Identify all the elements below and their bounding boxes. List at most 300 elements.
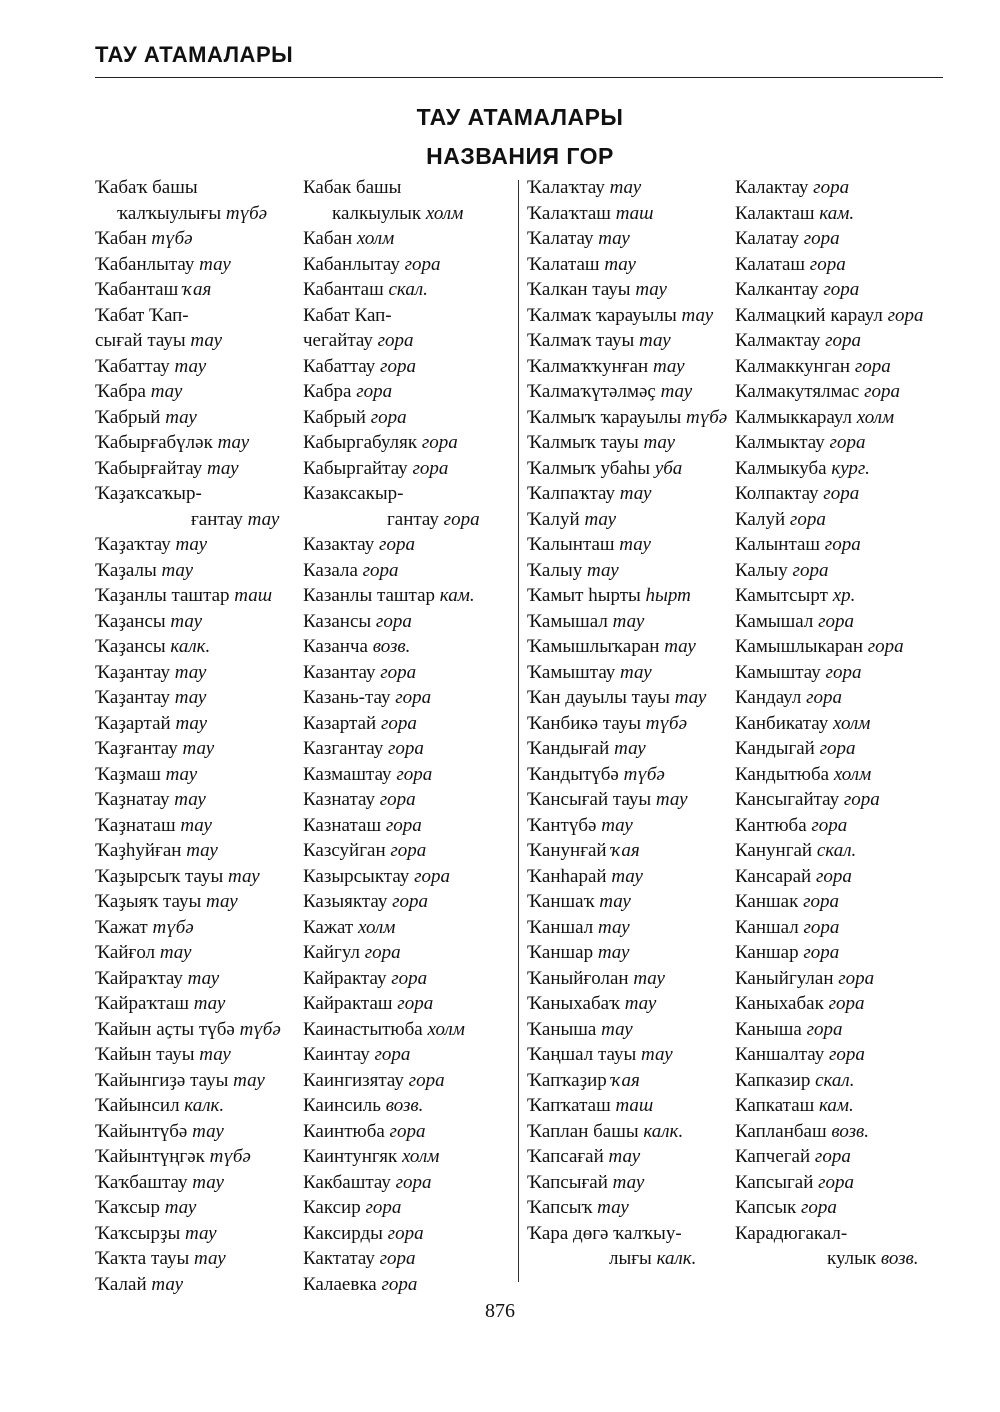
bashkir-term: тау: [639, 330, 671, 351]
entry-row: [527, 303, 952, 329]
bashkir-name-text: Ҡабаттау: [95, 355, 170, 377]
russian-name: [735, 379, 900, 405]
bashkir-term: калк.: [643, 1120, 684, 1142]
russian-name-text: Кабра: [303, 381, 352, 402]
russian-name-text: Кабат Кап-: [303, 304, 392, 326]
russian-name: [735, 609, 854, 635]
entry-row: [95, 736, 500, 762]
russian-name-text: Калмактау: [735, 330, 821, 351]
bashkir-name: [527, 813, 633, 839]
bashkir-name: [95, 1246, 226, 1272]
bashkir-term: тау: [612, 1171, 645, 1193]
bashkir-name-text: Ҡабат Ҡап-: [95, 304, 189, 326]
bashkir-name-text: Ҡаҡсырҙы: [95, 1222, 181, 1244]
russian-name: [303, 328, 414, 354]
russian-name: [303, 838, 426, 864]
russian-name: [735, 762, 871, 788]
russian-term: гора: [404, 253, 441, 275]
russian-name-text: Канбикатау: [735, 712, 829, 734]
bashkir-term: тау: [599, 891, 631, 912]
bashkir-name-text: Ҡандытүбә: [527, 763, 619, 785]
russian-name-text: Калакташ: [735, 202, 815, 224]
russian-name-text: Калмыккараул: [735, 406, 853, 428]
russian-name: [303, 1093, 423, 1119]
russian-name: [735, 940, 839, 966]
bashkir-name: [95, 379, 182, 405]
bashkir-name-text: Ҡапсығай: [527, 1171, 608, 1193]
russian-name: [735, 915, 839, 941]
russian-name-text: Кайракташ: [303, 993, 393, 1014]
bashkir-name: [527, 379, 692, 405]
entry-row: [527, 328, 952, 354]
entry-row: [95, 277, 500, 303]
russian-name: [735, 405, 894, 431]
russian-name-text: Каингизятау: [303, 1069, 404, 1091]
bashkir-term: тау: [584, 508, 617, 530]
bashkir-name: [95, 864, 260, 890]
russian-term: гора: [387, 1222, 424, 1244]
russian-name-text: Каншалтау: [735, 1044, 825, 1065]
russian-term: кам.: [819, 202, 855, 224]
russian-name-text: Кансыгайтау: [735, 789, 840, 810]
russian-name: [303, 430, 458, 456]
bashkir-name: [95, 634, 210, 660]
russian-term: гора: [374, 1044, 411, 1065]
russian-term: гора: [392, 891, 429, 912]
russian-term: гора: [443, 508, 480, 530]
entry-row: [95, 354, 500, 380]
bashkir-name-text: Ҡапҡаташ: [527, 1095, 611, 1116]
bashkir-name: [527, 1195, 629, 1221]
bashkir-name-text: Ҡабанлытау: [95, 253, 195, 275]
bashkir-name-text: ғантау: [191, 508, 243, 530]
russian-term: гора: [838, 967, 875, 989]
russian-name-text: Кандыгай: [735, 738, 815, 759]
bashkir-term: тау: [624, 993, 657, 1014]
russian-name: [735, 1119, 869, 1145]
russian-term: возв.: [372, 636, 411, 657]
russian-name-text: Казактау: [303, 534, 375, 555]
bashkir-term: тау: [664, 636, 696, 657]
entry-row: [95, 1042, 500, 1068]
russian-name-text: Камышал: [735, 610, 814, 632]
russian-name: [735, 685, 842, 711]
russian-name: [303, 1119, 425, 1145]
entry-row: [527, 430, 952, 456]
russian-name: [303, 532, 415, 558]
russian-term: гора: [814, 1146, 851, 1167]
russian-name-text: Казань-тау: [303, 687, 391, 708]
bashkir-name: [95, 609, 202, 635]
russian-name: [735, 1042, 865, 1068]
bashkir-name: [95, 1042, 231, 1068]
bashkir-name: [95, 1068, 265, 1094]
russian-name: [735, 558, 828, 584]
bashkir-name: [527, 609, 644, 635]
bashkir-name: [95, 1093, 224, 1119]
russian-name-text: Казантау: [303, 661, 376, 683]
russian-name-text: Какбаштау: [303, 1171, 391, 1193]
russian-term: гора: [823, 279, 860, 300]
russian-name-text: Каныхабак: [735, 993, 824, 1014]
bashkir-name: [95, 430, 249, 456]
bashkir-term: тау: [681, 304, 714, 326]
entry-row: [95, 1093, 500, 1119]
russian-name-text: Кайгул: [303, 942, 360, 963]
russian-name-text: Калыу: [735, 559, 788, 581]
entry-row: [95, 430, 500, 456]
bashkir-term: тау: [194, 1248, 226, 1269]
russian-term: гора: [362, 559, 399, 581]
russian-name: [303, 456, 448, 482]
bashkir-name-text: Ҡаҙалы: [95, 559, 157, 581]
russian-term: гора: [364, 942, 401, 963]
bashkir-name-text: ҡалҡыулығы: [117, 202, 222, 224]
page-number: 876: [485, 1300, 515, 1322]
russian-term: гора: [356, 381, 393, 402]
bashkir-term: тау: [175, 534, 208, 555]
entry-row: [95, 966, 500, 992]
russian-name-text: Калынташ: [735, 534, 821, 555]
bashkir-term: тау: [199, 253, 231, 275]
entry-row: [95, 379, 500, 405]
bashkir-term: түбә: [645, 712, 688, 734]
russian-name-text: Капкаташ: [735, 1095, 815, 1116]
entry-row: [95, 405, 500, 431]
bashkir-name: [95, 685, 206, 711]
bashkir-name: [527, 558, 619, 584]
bashkir-name: [527, 226, 630, 252]
bashkir-name: [527, 966, 665, 992]
russian-name: [303, 558, 399, 584]
bashkir-name-text: Ҡаҙаҡтау: [95, 534, 171, 555]
russian-name-text: калкыулык: [332, 202, 422, 224]
entry-row: [95, 813, 500, 839]
bashkir-term: түбә: [152, 916, 194, 938]
bashkir-term: тау: [598, 916, 630, 938]
russian-name-text: Каныйгулан: [735, 967, 834, 989]
bashkir-term: тау: [174, 355, 207, 377]
bashkir-name-text: Ҡайғол: [95, 942, 156, 963]
russian-name: [735, 303, 923, 329]
entry-row: [527, 838, 952, 864]
bashkir-name-text: Ҡанбикә тауы: [527, 712, 642, 734]
bashkir-name-text: Ҡаҙанлы таштар: [95, 585, 230, 606]
russian-name: [735, 226, 840, 252]
entry-row: [95, 532, 500, 558]
bashkir-name: [527, 991, 656, 1017]
bashkir-name: [95, 660, 206, 686]
russian-name-text: Колпактау: [735, 483, 819, 504]
entry-row: [527, 1119, 952, 1145]
russian-term: гора: [396, 763, 433, 785]
entry-row: [527, 1144, 952, 1170]
entry-row: [527, 252, 952, 278]
bashkir-term: тау: [233, 1069, 265, 1091]
bashkir-name: [95, 354, 206, 380]
russian-name-text: Калактау: [735, 177, 809, 198]
bashkir-name-text: Ҡалай: [95, 1273, 147, 1295]
bashkir-term: тау: [674, 687, 707, 708]
bashkir-name: [527, 711, 687, 737]
entry-row: [95, 1170, 500, 1196]
bashkir-name-text: Ҡалуй: [527, 508, 580, 530]
entry-row: [95, 226, 500, 252]
bashkir-name-text: Ҡаншар: [527, 942, 594, 963]
bashkir-term: таш: [615, 202, 654, 224]
russian-term: гора: [803, 228, 840, 249]
bashkir-name: [527, 354, 685, 380]
entry-row: [527, 379, 952, 405]
russian-name-text: Калаташ: [735, 253, 806, 275]
russian-term: гора: [375, 610, 412, 632]
russian-name-text: Кактатау: [303, 1248, 375, 1269]
bashkir-term: тау: [609, 177, 642, 198]
russian-name-text: Каинсиль: [303, 1095, 381, 1116]
bashkir-name: [527, 1170, 644, 1196]
russian-name-text: Кайрактау: [303, 967, 387, 989]
bashkir-term: тау: [598, 228, 630, 249]
russian-name: [303, 379, 392, 405]
russian-name-text: Карадюгакал-: [735, 1222, 848, 1244]
bashkir-name: [527, 685, 706, 711]
russian-term: гора: [887, 304, 924, 326]
russian-term: гора: [813, 177, 850, 198]
russian-name: [735, 1144, 851, 1170]
russian-name-text: Казгантау: [303, 738, 384, 759]
entry-row: [95, 660, 500, 686]
russian-term: гора: [803, 942, 840, 963]
entry-row: [95, 201, 500, 227]
bashkir-name: [95, 1221, 217, 1247]
bashkir-term: калк.: [184, 1095, 225, 1116]
header-rule: [95, 77, 943, 78]
bashkir-term: тау: [619, 483, 652, 504]
bashkir-name: [95, 940, 191, 966]
russian-term: скал.: [816, 840, 857, 861]
entry-row: [95, 609, 500, 635]
russian-term: холм: [425, 202, 464, 224]
bashkir-name: [527, 660, 652, 686]
bashkir-name: [527, 1068, 640, 1094]
entry-row: [95, 711, 500, 737]
entry-row: [95, 175, 500, 201]
bashkir-term: тау: [614, 738, 646, 759]
bashkir-name: [95, 915, 194, 941]
russian-name-text: Калаевка: [303, 1273, 377, 1295]
bashkir-name-text: Ҡапсыҡ: [527, 1197, 593, 1218]
russian-term: гора: [414, 865, 450, 887]
russian-name-text: Капсыгай: [735, 1171, 814, 1193]
entry-row: [95, 1119, 500, 1145]
entry-row: [95, 991, 500, 1017]
russian-term: холм: [356, 228, 395, 249]
bashkir-term: таш: [234, 585, 273, 606]
russian-term: гора: [806, 687, 842, 708]
bashkir-name-text: Ҡабрый: [95, 406, 161, 428]
entry-row: [95, 940, 500, 966]
russian-term: гора: [789, 508, 826, 530]
entry-row: [95, 252, 500, 278]
russian-name: [303, 1195, 401, 1221]
russian-name: [387, 507, 480, 533]
russian-name: [735, 864, 852, 890]
russian-term: кург.: [831, 457, 870, 479]
bashkir-name: [527, 405, 727, 431]
bashkir-name-text: Ҡажат: [95, 916, 148, 938]
russian-name-text: Камыштау: [735, 661, 821, 683]
bashkir-name-text: Ҡайынсил: [95, 1095, 180, 1116]
bashkir-term: тау: [217, 432, 250, 453]
bashkir-name: [527, 787, 688, 813]
russian-term: гора: [379, 534, 415, 555]
bashkir-term: тау: [608, 1146, 641, 1167]
bashkir-name-text: Ҡабырғайтау: [95, 457, 203, 479]
bashkir-term: калк.: [170, 636, 211, 657]
russian-name-text: Калкантау: [735, 279, 819, 300]
bashkir-term: тау: [161, 559, 194, 581]
entry-row: [527, 583, 952, 609]
bashkir-term: тау: [635, 279, 667, 300]
bashkir-name: [527, 430, 675, 456]
bashkir-term: тау: [184, 1222, 217, 1244]
bashkir-term: тау: [587, 559, 619, 581]
bashkir-name-text: Ҡапсағай: [527, 1146, 604, 1167]
bashkir-term: тау: [641, 1044, 673, 1065]
russian-name-text: Казсуйган: [303, 840, 386, 861]
bashkir-name-text: Ҡалмаҡ ҡарауылы: [527, 304, 677, 326]
bashkir-term: тау: [597, 942, 630, 963]
entry-row: [95, 558, 500, 584]
bashkir-name-text: Ҡаҙансы: [95, 636, 166, 657]
bashkir-name-text: Ҡалатау: [527, 228, 594, 249]
russian-term: возв.: [385, 1095, 424, 1116]
russian-name: [303, 226, 394, 252]
bashkir-name: [95, 1017, 281, 1043]
russian-term: возв.: [831, 1120, 870, 1142]
bashkir-name-text: Ҡанһарай: [527, 865, 607, 887]
bashkir-name: [527, 277, 667, 303]
russian-term: гора: [379, 1248, 416, 1269]
russian-name: [735, 328, 861, 354]
entry-row: [95, 303, 500, 329]
bashkir-name-text: Ҡаҙантау: [95, 661, 170, 683]
russian-name-text: Кабанташ: [303, 279, 384, 300]
russian-term: гора: [806, 1018, 843, 1040]
russian-name-text: Каинтау: [303, 1044, 370, 1065]
russian-name: [303, 354, 416, 380]
bashkir-term: тау: [620, 661, 652, 683]
russian-term: гора: [377, 330, 414, 351]
russian-name: [303, 1246, 416, 1272]
bashkir-name-text: Ҡалмыҡ ҡарауылы: [527, 406, 682, 428]
bashkir-name: [95, 277, 211, 303]
russian-name: [735, 277, 859, 303]
bashkir-name: [527, 1042, 673, 1068]
russian-name: [303, 303, 392, 329]
entry-row: [527, 966, 952, 992]
bashkir-name-text: Ҡабаҡ башы: [95, 177, 198, 198]
bashkir-name-text: Ҡамышлыҡаран: [527, 636, 660, 657]
russian-name: [303, 685, 431, 711]
russian-term: гора: [365, 1197, 402, 1218]
bashkir-term: ҡая: [611, 1069, 640, 1091]
bashkir-name-text: Ҡайраҡтау: [95, 967, 183, 989]
russian-term: гора: [828, 993, 865, 1014]
entry-row: [527, 354, 952, 380]
russian-term: гора: [381, 1273, 418, 1295]
russian-name-text: Кажат: [303, 916, 354, 938]
bashkir-name-text: Ҡаҙыяҡ тауы: [95, 891, 202, 912]
russian-name-text: Кантюба: [735, 814, 807, 836]
entry-row: [527, 864, 952, 890]
bashkir-name-text: Ҡамыштау: [527, 661, 616, 683]
bashkir-name: [527, 1093, 653, 1119]
russian-name-text: Кабаттау: [303, 355, 376, 377]
bashkir-term: тау: [192, 1171, 224, 1193]
bashkir-name: [527, 1144, 640, 1170]
russian-name: [735, 1170, 854, 1196]
bashkir-name-text: Ҡаныхабаҡ: [527, 993, 620, 1014]
russian-term: гора: [825, 330, 861, 351]
bashkir-name: [95, 813, 212, 839]
russian-name: [303, 889, 428, 915]
russian-term: холм: [833, 712, 871, 734]
russian-name-text: Каксир: [303, 1197, 361, 1218]
left-column-list: [95, 175, 500, 1297]
russian-name-text: кулык: [827, 1248, 877, 1269]
russian-name-text: Капказир: [735, 1069, 811, 1091]
russian-term: гора: [811, 814, 848, 836]
russian-term: гора: [803, 891, 839, 912]
bashkir-term: түбә: [225, 202, 268, 224]
russian-name-text: Казмаштау: [303, 763, 392, 785]
bashkir-term: тау: [174, 661, 207, 683]
russian-name-text: чегайтау: [303, 330, 373, 351]
entry-row: [527, 1068, 952, 1094]
russian-term: гора: [823, 483, 860, 504]
bashkir-name-text: Ҡаҙартай: [95, 712, 171, 734]
bashkir-term: тау: [206, 457, 239, 479]
column-divider: [518, 180, 519, 1282]
russian-name-text: Кабрый: [303, 406, 366, 428]
bashkir-name-text: Ҡайраҡташ: [95, 993, 189, 1014]
russian-term: гора: [864, 381, 900, 402]
bashkir-name-text: Ҡаныйғолан: [527, 967, 629, 989]
bashkir-term: тау: [655, 789, 688, 810]
entry-row: [95, 787, 500, 813]
bashkir-name: [527, 201, 653, 227]
entry-row: [527, 634, 952, 660]
bashkir-name: [527, 1119, 683, 1145]
russian-name: [827, 1246, 919, 1272]
russian-name: [735, 1017, 843, 1043]
russian-name-text: Калуй: [735, 508, 786, 530]
bashkir-name-text: Ҡаныша: [527, 1018, 597, 1040]
bashkir-name-text: Ҡаҙһуйған: [95, 840, 182, 861]
bashkir-name: [527, 889, 631, 915]
bashkir-term: тау: [633, 967, 665, 989]
bashkir-name: [95, 175, 198, 201]
russian-name-text: Каинтунгяк: [303, 1146, 398, 1167]
bashkir-term: тау: [660, 381, 693, 402]
bashkir-name-text: Ҡаҡсыр: [95, 1197, 160, 1218]
russian-name-text: Капчегай: [735, 1146, 811, 1167]
russian-name: [303, 252, 441, 278]
bashkir-name: [95, 736, 214, 762]
russian-name-text: Калмакутялмас: [735, 381, 860, 402]
bashkir-name: [527, 915, 630, 941]
